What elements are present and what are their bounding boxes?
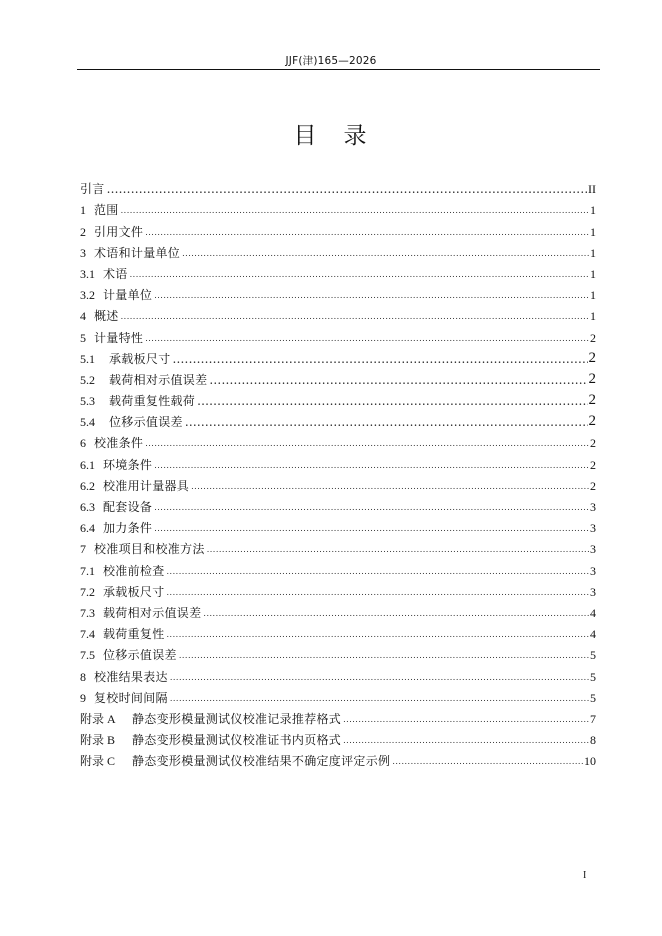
toc-entry-4[interactable]	[80, 303, 596, 324]
table-of-contents	[80, 176, 596, 769]
toc-entry-6-2[interactable]	[80, 473, 596, 494]
toc-entry-appendix-c[interactable]	[80, 748, 596, 769]
toc-entry-text: 静态变形模量测试仪校准记录推荐格式	[132, 711, 342, 726]
toc-entry-text: 位移示值误差	[109, 415, 183, 430]
toc-entry-number: 6	[80, 436, 86, 451]
toc-entry-number: 9	[80, 690, 86, 705]
toc-entry-number: 7.5	[80, 648, 95, 663]
toc-entry-number: 2	[80, 224, 86, 239]
header-divider	[77, 69, 600, 70]
toc-entry-number: 7.1	[80, 563, 95, 578]
toc-entry-text: 校准前检查	[103, 563, 165, 578]
toc-entry-text: 静态变形模量测试仪校准结果不确定度评定示例	[132, 754, 391, 769]
toc-entry-text: 位移示值误差	[103, 648, 177, 663]
toc-leader	[170, 674, 589, 682]
toc-entry-text: 环境条件	[103, 457, 153, 472]
toc-entry-page: 3	[590, 500, 596, 514]
toc-entry-number: 6.1	[80, 457, 95, 472]
toc-leader	[207, 546, 589, 554]
toc-entry-number: 7.3	[80, 605, 95, 620]
toc-entry-number: 6.3	[80, 500, 95, 514]
toc-entry-number: 5.4	[80, 415, 95, 430]
toc-entry-page: 2	[590, 457, 596, 472]
toc-entry-page: 2	[588, 370, 596, 387]
toc-entry-6-3[interactable]	[80, 494, 596, 515]
toc-leader	[154, 525, 589, 533]
toc-entry-number: 5.3	[80, 394, 95, 409]
toc-entry-page: 2	[588, 413, 596, 430]
toc-entry-5[interactable]	[80, 324, 596, 345]
toc-entry-appendix-a[interactable]	[80, 706, 596, 727]
toc-leader	[130, 271, 589, 279]
toc-entry-text: 承载板尺寸	[103, 584, 165, 599]
toc-leader	[170, 695, 589, 703]
toc-entry-page: 8	[590, 733, 596, 748]
toc-entry-page: 5	[590, 690, 596, 705]
toc-entry-number: 7	[80, 542, 86, 557]
toc-entry-3[interactable]	[80, 240, 596, 261]
toc-entry-page: 3	[590, 563, 596, 578]
toc-entry-page: 2	[590, 330, 596, 345]
toc-entry-page: 1	[590, 203, 596, 218]
toc-entry-text: 术语和计量单位	[94, 245, 181, 260]
toc-leader	[343, 737, 589, 745]
toc-entry-number: 7.4	[80, 627, 95, 642]
toc-entry-7[interactable]	[80, 536, 596, 557]
toc-entry-2[interactable]	[80, 218, 596, 239]
toc-entry-6[interactable]	[80, 430, 596, 451]
toc-entry-text: 静态变形模量测试仪校准证书内页格式	[132, 733, 342, 748]
toc-entry-text: 范围	[94, 203, 119, 218]
toc-leader	[167, 631, 589, 639]
toc-entry-text: 载荷相对示值误差	[103, 605, 202, 620]
toc-entry-number: 5	[80, 330, 86, 345]
toc-entry-number: 3.1	[80, 266, 95, 281]
toc-entry-7-1[interactable]	[80, 557, 596, 578]
toc-entry-page: 3	[590, 542, 596, 557]
toc-entry-number: 附录 C	[80, 754, 116, 769]
toc-entry-page: 1	[590, 266, 596, 281]
toc-entry-text: 载荷重复性载荷	[109, 394, 196, 409]
toc-entry-6-4[interactable]	[80, 515, 596, 536]
toc-entry-page: 1	[590, 288, 596, 303]
toc-entry-number: 7.2	[80, 584, 95, 599]
toc-entry-5-1[interactable]	[80, 346, 596, 367]
toc-entry-text: 配套设备	[103, 500, 153, 514]
toc-entry-1[interactable]	[80, 197, 596, 218]
toc-leader	[145, 229, 589, 237]
toc-entry-7-2[interactable]	[80, 579, 596, 600]
toc-entry-number: 5.1	[80, 351, 95, 366]
toc-entry-5-4[interactable]	[80, 409, 596, 430]
toc-entry-page: 1	[590, 309, 596, 324]
toc-leader	[173, 353, 588, 365]
toc-entry-number: 5.2	[80, 372, 95, 387]
toc-entry-text: 承载板尺寸	[109, 351, 171, 366]
toc-entry-text: 加力条件	[103, 521, 153, 536]
toc-entry-page: 4	[590, 605, 596, 620]
toc-leader	[197, 395, 587, 407]
toc-entry-text: 术语	[103, 266, 128, 281]
toc-entry-appendix-b[interactable]	[80, 727, 596, 748]
toc-entry-7-3[interactable]	[80, 600, 596, 621]
toc-leader	[203, 610, 589, 618]
toc-leader	[167, 589, 589, 597]
toc-entry-page: 2	[588, 349, 596, 366]
toc-entry-page: 2	[590, 436, 596, 451]
page-number: I	[583, 870, 587, 881]
toc-leader	[145, 335, 589, 343]
toc-entry-foreword[interactable]	[80, 176, 596, 197]
toc-entry-number: 附录 A	[80, 711, 116, 726]
toc-entry-text: 概述	[94, 309, 119, 324]
toc-leader	[392, 758, 583, 766]
standard-code-header: JJF(津)165—2026	[285, 55, 377, 67]
toc-entry-page: 5	[590, 669, 596, 684]
toc-entry-text: 校准条件	[94, 436, 144, 451]
toc-leader	[179, 652, 589, 660]
toc-leader	[121, 207, 589, 215]
toc-entry-7-5[interactable]	[80, 642, 596, 663]
toc-leader	[154, 504, 589, 512]
toc-entry-number: 3.2	[80, 288, 95, 303]
toc-entry-text: 计量特性	[94, 330, 144, 345]
toc-entry-3-2[interactable]	[80, 282, 596, 303]
toc-entry-text: 校准用计量器具	[103, 478, 190, 493]
toc-leader	[209, 374, 587, 386]
toc-leader	[154, 292, 589, 300]
toc-leader	[167, 568, 589, 576]
toc-leader	[154, 462, 589, 470]
toc-entry-number: 4	[80, 309, 86, 324]
toc-entry-9[interactable]	[80, 685, 596, 706]
toc-entry-8[interactable]	[80, 663, 596, 684]
toc-title: 目 录	[293, 123, 369, 149]
toc-entry-number: 3	[80, 245, 86, 260]
toc-entry-page: II	[588, 182, 596, 197]
toc-entry-page: 1	[590, 224, 596, 239]
toc-entry-text: 校准结果表达	[94, 669, 168, 684]
toc-leader	[182, 250, 589, 258]
toc-entry-text: 校准项目和校准方法	[94, 542, 205, 557]
toc-entry-page: 5	[590, 648, 596, 663]
toc-entry-page: 7	[590, 711, 596, 726]
toc-entry-page: 2	[590, 478, 596, 493]
toc-entry-number: 附录 B	[80, 733, 116, 748]
toc-leader	[107, 183, 587, 195]
toc-entry-text: 计量单位	[103, 288, 153, 303]
toc-leader	[121, 313, 589, 321]
toc-entry-page: 4	[590, 627, 596, 642]
toc-leader	[343, 716, 589, 724]
toc-entry-5-2[interactable]	[80, 367, 596, 388]
toc-leader	[191, 483, 589, 491]
toc-entry-text: 引用文件	[94, 224, 144, 239]
toc-entry-5-3[interactable]	[80, 388, 596, 409]
toc-leader	[145, 440, 589, 448]
toc-entry-text: 载荷重复性	[103, 627, 165, 642]
toc-entry-7-4[interactable]	[80, 621, 596, 642]
toc-entry-page: 3	[590, 584, 596, 599]
toc-entry-page: 3	[590, 521, 596, 536]
toc-entry-number: 6.4	[80, 521, 95, 536]
toc-entry-number: 8	[80, 669, 86, 684]
toc-entry-6-1[interactable]	[80, 451, 596, 472]
toc-entry-3-1[interactable]	[80, 261, 596, 282]
toc-entry-number: 6.2	[80, 478, 95, 493]
toc-entry-page: 10	[584, 754, 596, 769]
toc-entry-text: 复校时间间隔	[94, 690, 168, 705]
toc-leader	[185, 416, 588, 428]
toc-entry-text: 载荷相对示值误差	[109, 372, 208, 387]
toc-entry-page: 1	[590, 245, 596, 260]
toc-entry-text: 引言	[80, 182, 105, 197]
toc-entry-number: 1	[80, 203, 86, 218]
toc-entry-page: 2	[588, 392, 596, 409]
